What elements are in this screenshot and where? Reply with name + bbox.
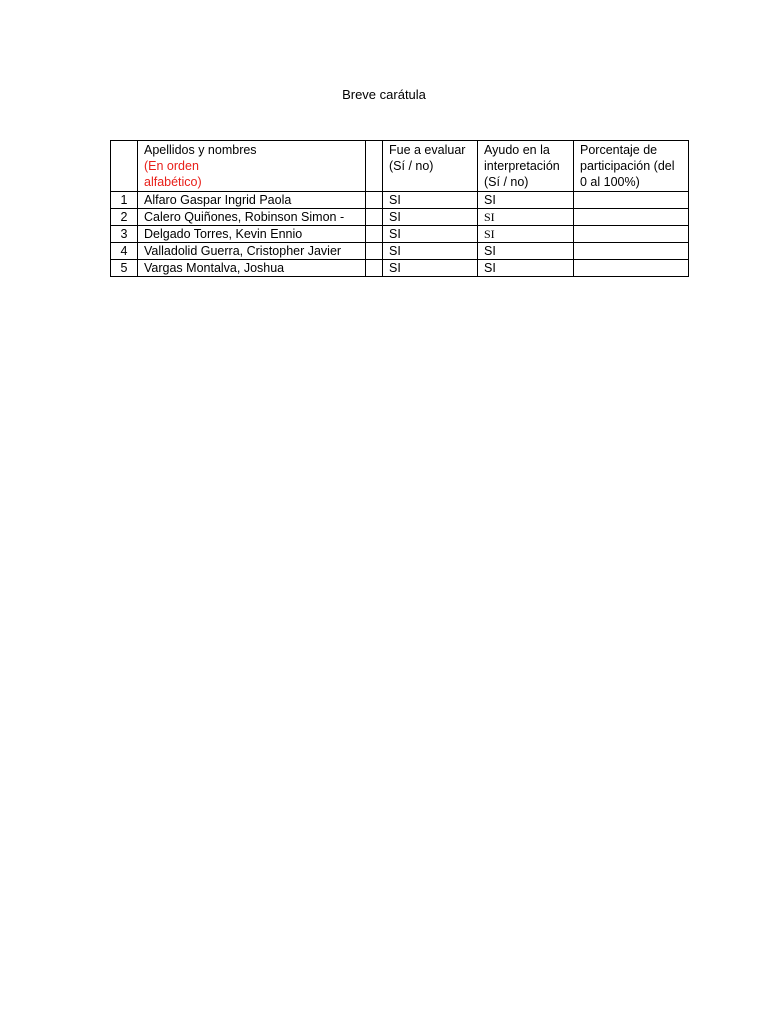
table-row	[111, 243, 689, 260]
row-blank	[366, 192, 383, 209]
row-ayudo: SI	[478, 209, 574, 226]
row-name: Delgado Torres, Kevin Ennio	[138, 226, 366, 243]
row-name: Vargas Montalva, Joshua	[138, 260, 366, 277]
row-name: Calero Quiñones, Robinson Simon -	[138, 209, 366, 226]
table-row	[111, 192, 689, 209]
row-blank	[366, 260, 383, 277]
header-name	[138, 141, 366, 192]
row-ayudo: SI	[478, 226, 574, 243]
row-ayudo: SI	[478, 243, 574, 260]
row-name: Alfaro Gaspar Ingrid Paola	[138, 192, 366, 209]
header-porcentaje: Porcentaje de participación (del 0 al 100%)	[574, 141, 689, 192]
table-row	[111, 260, 689, 277]
row-porcentaje	[574, 226, 689, 243]
row-fue: SI	[383, 243, 478, 260]
participation-table	[110, 140, 689, 277]
row-blank	[366, 243, 383, 260]
header-number	[111, 141, 138, 192]
row-fue: SI	[383, 260, 478, 277]
row-porcentaje	[574, 209, 689, 226]
header-ayudo-interpretacion: Ayudo en la interpretación (Sí / no)	[478, 141, 574, 192]
header-name-note-line2: alfabético)	[144, 175, 202, 189]
header-blank	[366, 141, 383, 192]
row-number: 4	[111, 243, 138, 260]
row-blank	[366, 226, 383, 243]
row-porcentaje	[574, 243, 689, 260]
row-porcentaje	[574, 260, 689, 277]
row-number: 5	[111, 260, 138, 277]
row-number: 3	[111, 226, 138, 243]
row-ayudo: SI	[478, 192, 574, 209]
row-fue: SI	[383, 226, 478, 243]
header-fue-a-evaluar: Fue a evaluar (Sí / no)	[383, 141, 478, 192]
table-header-row	[111, 141, 689, 192]
row-porcentaje	[574, 192, 689, 209]
header-name-label: Apellidos y nombres	[144, 143, 257, 157]
page-title: Breve carátula	[342, 87, 426, 102]
row-name: Valladolid Guerra, Cristopher Javier	[138, 243, 366, 260]
row-number: 1	[111, 192, 138, 209]
table-row	[111, 226, 689, 243]
row-fue: SI	[383, 209, 478, 226]
row-fue: SI	[383, 192, 478, 209]
table-row	[111, 209, 689, 226]
row-blank	[366, 209, 383, 226]
row-ayudo: SI	[478, 260, 574, 277]
row-number: 2	[111, 209, 138, 226]
header-name-note-line1: (En orden	[144, 159, 199, 173]
